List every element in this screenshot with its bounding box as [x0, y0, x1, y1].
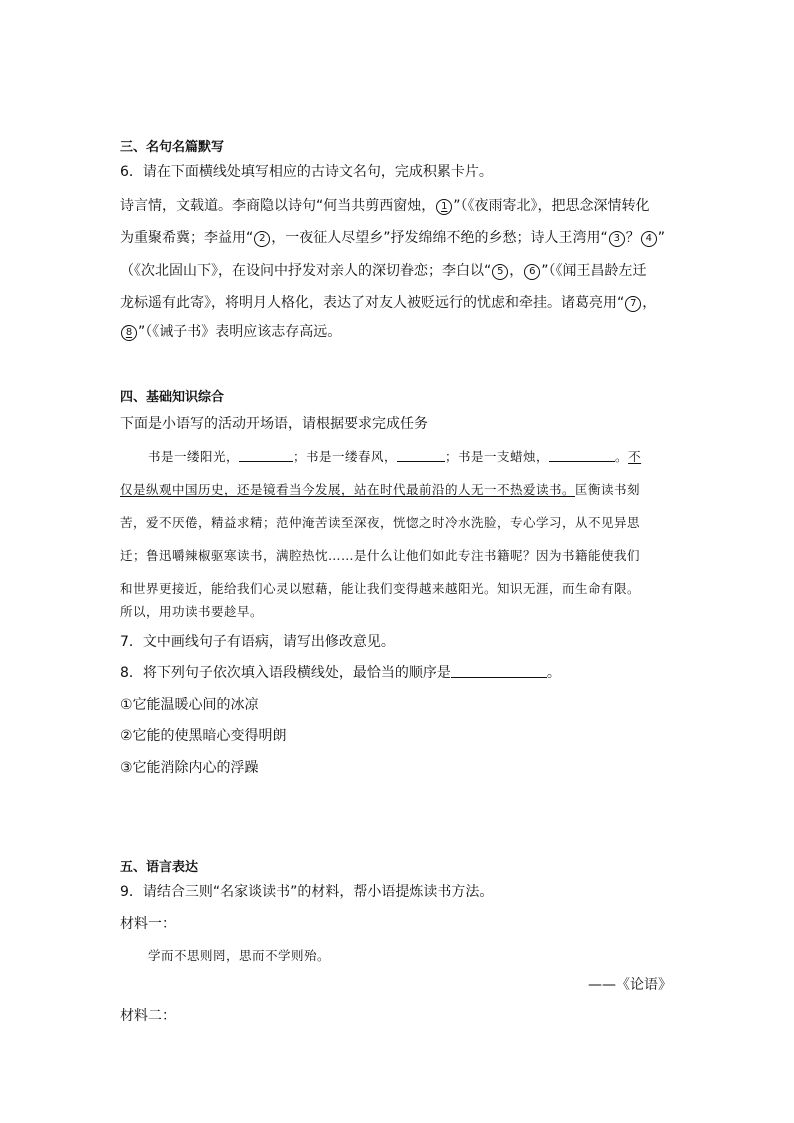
section-3-title: 三、名句名篇默写	[120, 140, 225, 155]
q6-line-4: 龙标遥有此寄》，将明月人格化，表达了对友人被贬远行的忧虑和牵挂。诸葛亮用“ 7 ，	[120, 295, 657, 311]
q6-line-5: 8 ”（《诫子书》表明应该志存高远。	[120, 322, 341, 342]
passage-line-2: 仅是纵观中国历史，还是镜看当今发展，站在时代最前沿的人无一不热爱读书。匡衡读书刻	[120, 482, 641, 497]
q6-line-3: （《次北固山下》，在设问中抒发对亲人的深切眷恋；李白以“ 5 ， 6 ”（《闻王昌龄左迁	[120, 263, 647, 279]
blank-marker-4: 4	[641, 231, 657, 247]
blank-marker-1: 1	[436, 199, 452, 215]
material-2-label: 材料二：	[120, 1008, 176, 1024]
passage-line-4: 迁；鲁迅嚼辣椒驱寒读书，满腔热忱……是什么让他们如此专注书籍呢？因为书籍能使我们	[120, 548, 641, 563]
section-5-title: 五、语言表达	[120, 860, 199, 875]
material-1-quote: 学而不思则罔，思而不学则殆。	[148, 948, 331, 963]
section-4-intro: 下面是小语写的活动开场语，请根据要求完成任务	[120, 416, 428, 432]
q8-option-1: ①它能温暖心间的冰凉	[120, 697, 259, 713]
blank-marker-8: 8	[121, 325, 137, 341]
q6-line-2: 为重聚希冀；李益用“ 2 ，一夜征人尽望乡”抒发绵绵不绝的乡愁；诗人王湾用“ 3 ？ 4 ”	[120, 230, 666, 246]
question-9: 9．请结合三则“名家谈读书”的材料，帮小语提炼读书方法。	[120, 884, 494, 900]
q8-option-2: ②它能的使黑暗心变得明朗	[120, 728, 287, 744]
blank-marker-3: 3	[609, 231, 625, 247]
question-7: 7．文中画线句子有语病，请写出修改意见。	[120, 634, 395, 650]
passage-line-3: 苦，爱不厌倦，精益求精；范仲淹苦读至深夜，恍惚之时冷水洗脸，专心学习，从不见异思	[120, 515, 641, 530]
material-1-source: ——《论语》	[588, 977, 672, 993]
blank-marker-7: 7	[625, 296, 641, 312]
answer-blank-q8	[451, 665, 547, 678]
blank-marker-5: 5	[492, 264, 508, 280]
blank-marker-2: 2	[254, 231, 270, 247]
q6-line-1: 诗言情，文载道。李商隐以诗句“何当共剪西窗烛， 1 ”（《夜雨寄北》，把思念深情转化	[120, 198, 650, 214]
passage-line-5: 和世界更接近，能给我们心灵以慰藉，能让我们变得越来越阳光。知识无涯，而生命有限。	[120, 581, 641, 596]
passage-line-1: 书是一缕阳光， ；书是一缕春风， ；书是一支蜡烛， 。不	[148, 449, 642, 464]
flawed-sentence: 仅是纵观中国历史，还是镜看当今发展，站在时代最前沿的人无一不热爱读书。	[120, 482, 576, 497]
fill-blank-2	[397, 449, 445, 462]
blank-marker-6: 6	[524, 264, 540, 280]
question-6-stem: 6．请在下面横线处填写相应的古诗文名句，完成积累卡片。	[120, 164, 493, 180]
fill-blank-1	[239, 449, 293, 462]
material-1-label: 材料一：	[120, 916, 176, 932]
section-4-title: 四、基础知识综合	[120, 390, 225, 405]
passage-line-6: 所以，用功读书要趁早。	[120, 604, 264, 619]
fill-blank-3	[549, 449, 615, 462]
question-8: 8．将下列句子依次填入语段横线处，最恰当的顺序是 。	[120, 665, 561, 681]
q8-option-3: ③它能消除内心的浮躁	[120, 760, 259, 776]
